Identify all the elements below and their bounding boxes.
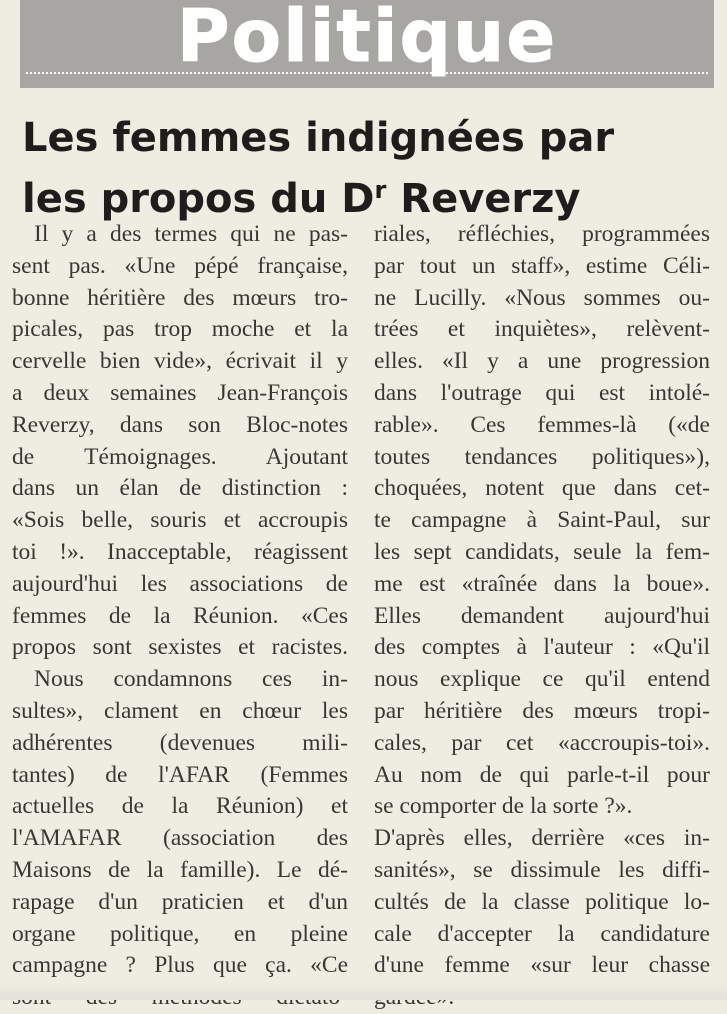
text-line: cervelle bien vide», écrivait il y (12, 348, 348, 375)
text-line: organe politique, en pleine (12, 920, 348, 947)
text-line: l'AMAFAR (association des (12, 825, 348, 852)
text-line: cultés de la classe politique lo- (374, 888, 710, 915)
text-line: par héritière des mœurs tropi- (374, 697, 710, 724)
headline-line-1: Les femmes indignées par (22, 115, 615, 161)
page-bottom-edge (0, 982, 727, 1000)
text-line: sent pas. «Une pépé française, (12, 252, 348, 279)
text-line: bonne héritière des mœurs tro- (12, 284, 348, 311)
text-line: a deux semaines Jean-François (12, 379, 348, 406)
headline-line-2-start: les propos du D (22, 176, 375, 222)
text-line: te campagne à Saint-Paul, sur (374, 507, 710, 534)
text-line: «Sois belle, souris et accroupis (12, 507, 348, 534)
text-line: Maisons de la famille). Le dé- (12, 856, 348, 883)
text-line: ne Lucilly. «Nous sommes ou- (374, 284, 710, 311)
text-line: d'une femme «sur leur chasse (374, 952, 710, 979)
text-line: elles. «Il y a une progression (374, 348, 710, 375)
text-line: D'après elles, derrière «ces in- (374, 825, 710, 852)
text-line: picales, pas trop moche et la (12, 316, 348, 343)
text-line: Au nom de qui parle-t-il pour (374, 761, 710, 788)
text-line: femmes de la Réunion. «Ces (12, 602, 348, 629)
text-line: choquées, notent que dans cet- (374, 475, 710, 502)
text-line: cale d'accepter la candidature (374, 920, 710, 947)
text-line: des comptes à l'auteur : «Qu'il (374, 634, 710, 661)
headline-superscript: r (374, 176, 387, 204)
text-line: cales, par cet «accroupis-toi». (374, 729, 710, 756)
article-column-left (12, 219, 348, 1014)
text-line: Reverzy, dans son Bloc-notes (12, 411, 348, 438)
text-line: rable». Ces femmes-là («de (374, 411, 710, 438)
text-line: Elles demandent aujourd'hui (374, 602, 710, 629)
text-line: toutes tendances politiques»), (374, 443, 710, 470)
text-line: sultes», clament en chœur les (12, 697, 348, 724)
text-line: se comporter de la sorte ?». (374, 793, 633, 820)
text-line: par tout un staff», estime Céli- (374, 252, 710, 279)
text-line: de Témoignages. Ajoutant (12, 443, 348, 470)
text-line: nous explique ce qu'il entend (374, 666, 710, 693)
text-line: propos sont sexistes et racistes. (12, 634, 348, 661)
text-line: Nous condamnons ces in- (34, 666, 348, 693)
text-line: rapage d'un praticien et d'un (12, 888, 348, 915)
article-headline (22, 112, 712, 225)
text-line: les sept candidats, seule la fem- (374, 538, 710, 565)
text-line: trées et inquiètes», relèvent- (374, 316, 710, 343)
text-line: dans l'outrage qui est intolé- (374, 379, 710, 406)
text-line: aujourd'hui les associations de (12, 570, 348, 597)
text-line: Il y a des termes qui ne pas- (34, 221, 348, 247)
text-line: adhérentes (devenues mili- (12, 729, 348, 756)
text-line: actuelles de la Réunion) et (12, 793, 348, 820)
text-line: me est «traînée dans la boue». (374, 570, 710, 597)
headline-line-2 (22, 164, 712, 225)
article-column-right (374, 219, 710, 1014)
banner-dotted-rule (26, 72, 708, 74)
section-title: Politique (176, 0, 558, 78)
text-line: campagne ? Plus que ça. «Ce (12, 952, 348, 979)
section-banner (20, 0, 714, 88)
text-line: tantes) de l'AFAR (Femmes (12, 761, 348, 788)
text-line: riales, réfléchies, programmées (374, 221, 710, 247)
text-line: dans un élan de distinction : (12, 475, 348, 502)
text-line: toi !». Inacceptable, réagissent (12, 538, 348, 565)
text-line: sanités», se dissimule les diffi- (374, 856, 710, 883)
headline-line-2-end: Reverzy (386, 176, 581, 222)
